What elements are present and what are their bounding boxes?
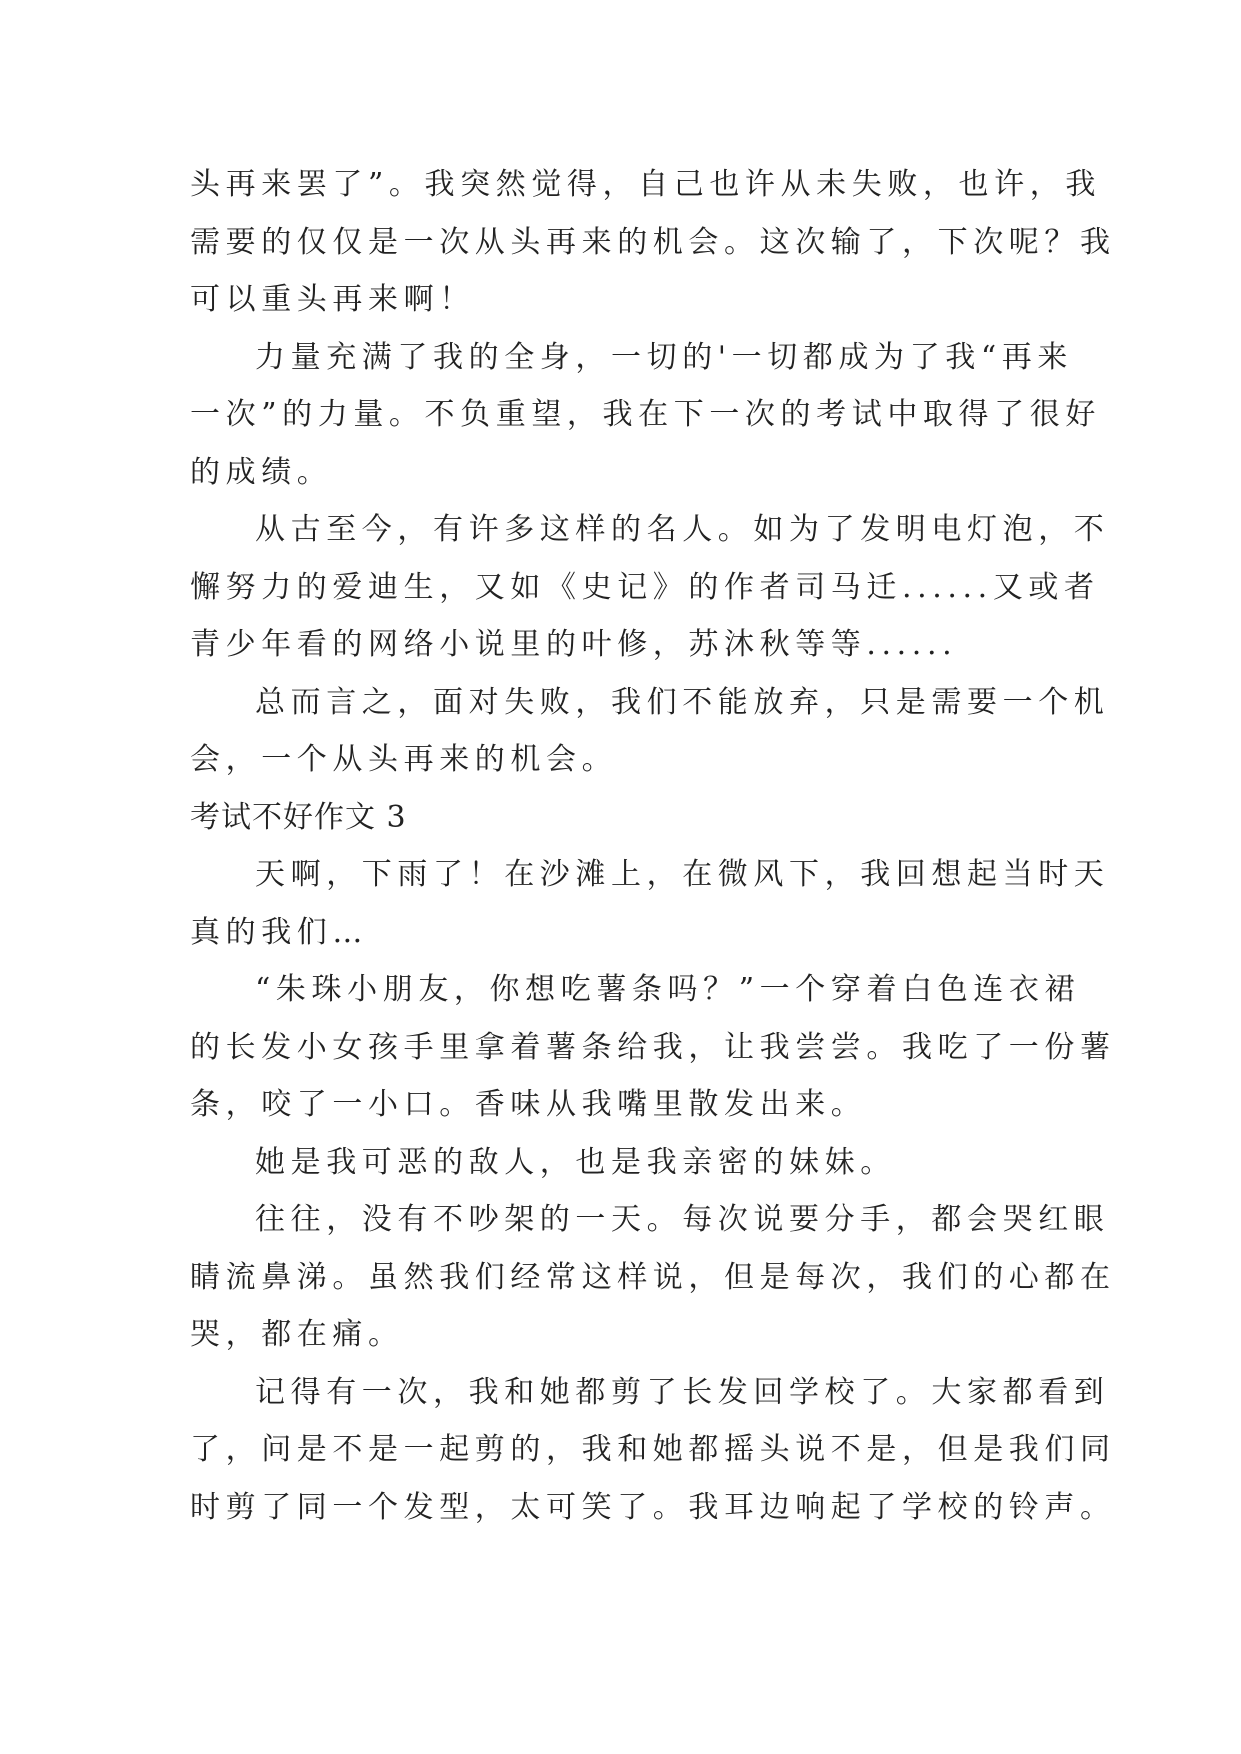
text-line: 睛流鼻涕。虽然我们经常这样说，但是每次，我们的心都在 — [190, 1259, 1116, 1295]
text-line: 可以重头再来啊！ — [190, 282, 475, 317]
text-line: 需要的仅仅是一次从头再来的机会。这次输了，下次呢？我 — [190, 224, 1116, 260]
text-line: 真的我们… — [190, 914, 368, 950]
text-line: 了，问是不是一起剪的，我和她都摇头说不是，但是我们同 — [190, 1432, 1116, 1467]
text-line: “朱珠小朋友，你想吃薯条吗？”一个穿着白色连衣裙 — [255, 972, 1081, 1007]
text-line: 往往，没有不吵架的一天。每次说要分手，都会哭红眼 — [255, 1202, 1110, 1237]
text-line: 她是我可恶的敌人，也是我亲密的妹妹。 — [255, 1144, 896, 1180]
text-line: 懈努力的爱迪生，又如《史记》的作者司马迁......又或者 — [190, 569, 1100, 605]
section-heading: 考试不好作文 3 — [190, 799, 407, 835]
text-line: 从古至今，有许多这样的名人。如为了发明电灯泡，不 — [255, 512, 1110, 547]
text-line: 哭，都在痛。 — [190, 1317, 404, 1352]
text-line: 的长发小女孩手里拿着薯条给我，让我尝尝。我吃了一份薯 — [190, 1029, 1116, 1065]
text-line: 总而言之，面对失败，我们不能放弃，只是需要一个机 — [255, 684, 1110, 720]
document-body — [190, 156, 1116, 1536]
text-line: 时剪了同一个发型，太可笑了。我耳边响起了学校的铃声。 — [190, 1489, 1116, 1525]
text-line: 头再来罢了”。我突然觉得，自己也许从未失败，也许，我 — [190, 167, 1101, 202]
text-line: 天啊，下雨了！在沙滩上，在微风下，我回想起当时天 — [255, 857, 1110, 892]
text-line: 的成绩。 — [190, 454, 333, 490]
text-line: 一次”的力量。不负重望，我在下一次的考试中取得了很好 — [190, 397, 1101, 432]
text-line: 条，咬了一小口。香味从我嘴里散发出来。 — [190, 1087, 867, 1122]
text-line: 会，一个从头再来的机会。 — [190, 742, 618, 777]
text-line: 青少年看的网络小说里的叶修，苏沐秋等等...... — [190, 627, 958, 662]
text-line: 记得有一次，我和她都剪了长发回学校了。大家都看到 — [255, 1374, 1110, 1410]
text-line: 力量充满了我的全身，一切的'一切都成为了我“再来 — [255, 339, 1073, 375]
